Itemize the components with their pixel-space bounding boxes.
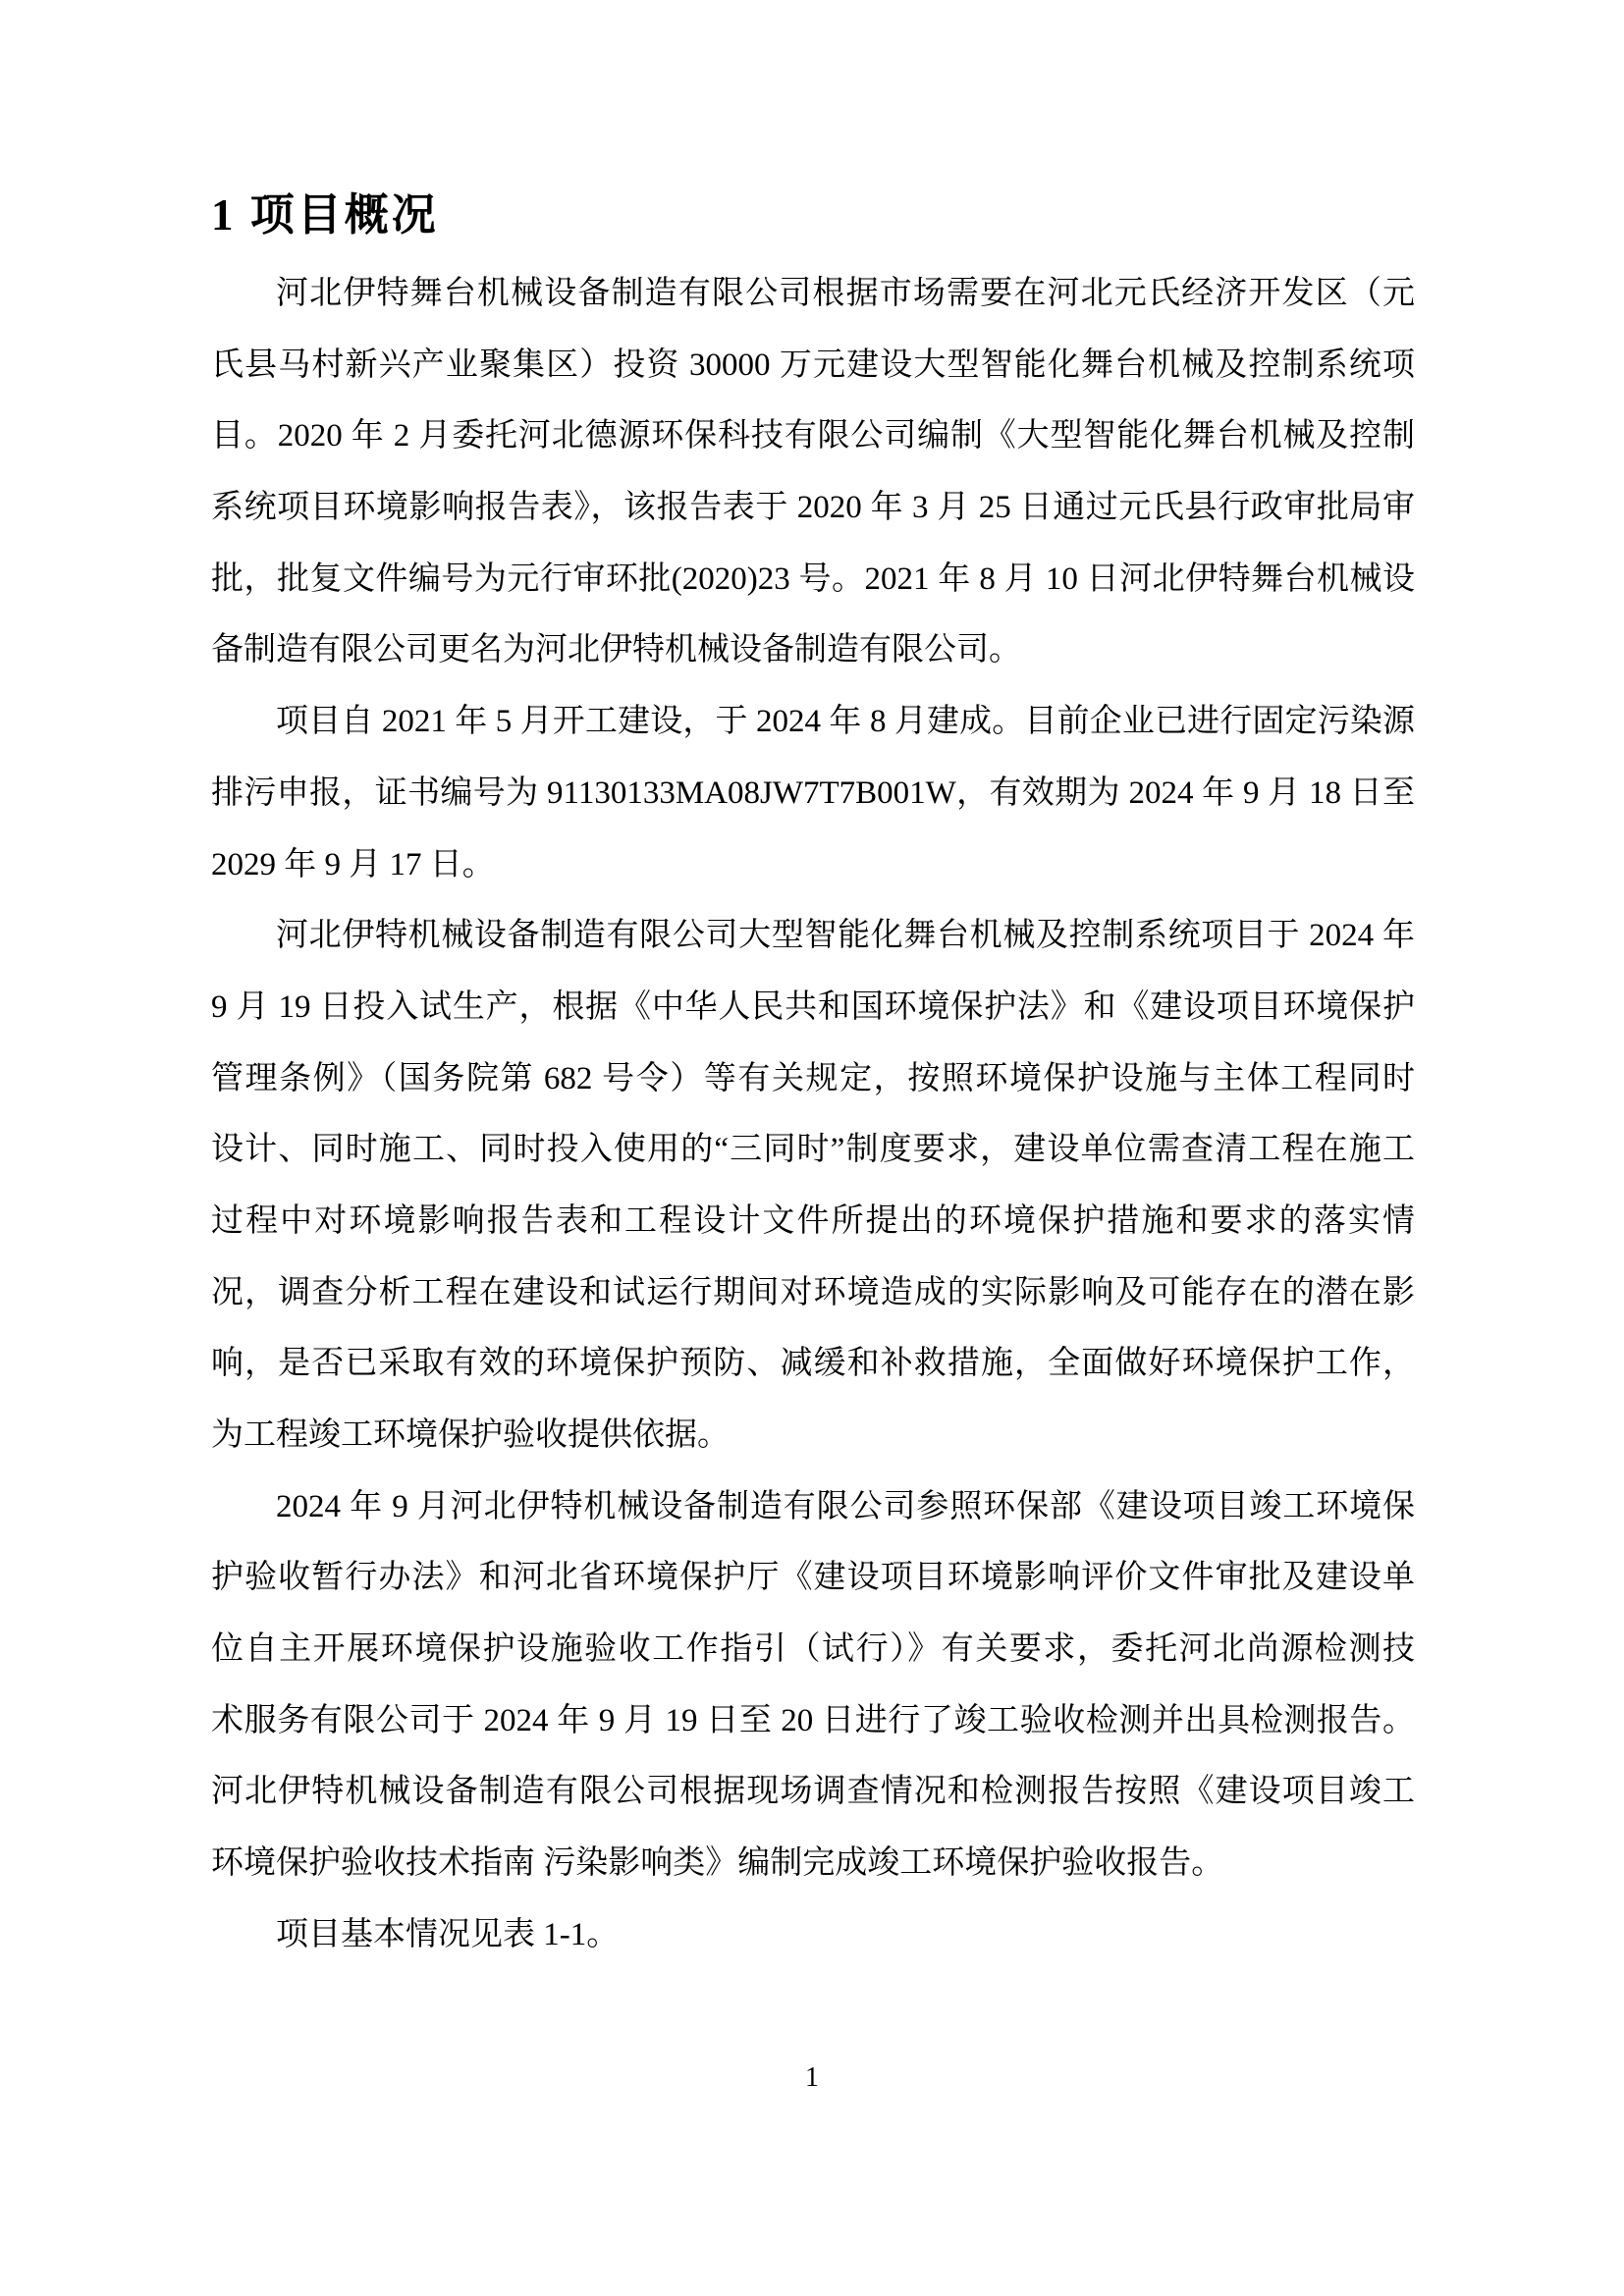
text-line: 过程中对环境影响报告表和工程设计文件所提出的环境保护措施和要求的落实情 — [211, 1202, 1415, 1239]
text-line: 河北伊特机械设备制造有限公司根据现场调查情况和检测报告按照《建设项目竣工 — [211, 1774, 1415, 1810]
paragraph — [211, 686, 1415, 900]
text-line: 况，调查分析工程在建设和试运行期间对环境造成的实际影响及可能存在的潜在影 — [211, 1274, 1415, 1310]
document-content — [211, 0, 1415, 1971]
text-line: 管理条例》（国务院第 682 号令）等有关规定，按照环境保护设施与主体工程同时 — [211, 1060, 1415, 1096]
text-line: 护验收暂行办法》和河北省环境保护厅《建设项目环境影响评价文件审批及建设单 — [211, 1560, 1415, 1596]
text-line: 备制造有限公司更名为河北伊特机械设备制造有限公司。 — [211, 632, 1021, 668]
text-line: 河北伊特舞台机械设备制造有限公司根据市场需要在河北元氏经济开发区（元 — [276, 276, 1415, 311]
text-line: 排污申报，证书编号为 91130133MA08JW7T7B001W，有效期为 2024 年 9 月 18 日至 — [211, 774, 1415, 811]
text-line: 项目基本情况见表 1-1。 — [276, 1916, 620, 1952]
text-line: 项目自 2021 年 5 月开工建设，于 2024 年 8 月建成。目前企业已进行固定污染源 — [276, 704, 1415, 740]
text-line: 目。2020 年 2 月委托河北德源环保科技有限公司编制《大型智能化舞台机械及控制 — [211, 418, 1415, 454]
paragraph — [211, 1899, 1415, 1971]
text-line: 环境保护验收技术指南 污染影响类》编制完成竣工环境保护验收报告。 — [211, 1845, 1224, 1882]
text-line: 2024 年 9 月河北伊特机械设备制造有限公司参照环保部《建设项目竣工环境保 — [276, 1488, 1415, 1524]
text-line: 响，是否已采取有效的环境保护预防、减缓和补救措施，全面做好环境保护工作， — [211, 1346, 1415, 1382]
text-line: 术服务有限公司于 2024 年 9 月 19 日至 20 日进行了竣工验收检测并出具检测报告。 — [211, 1702, 1415, 1738]
text-line: 为工程竣工环境保护验收提供依据。 — [211, 1417, 730, 1453]
paragraph — [211, 1471, 1415, 1899]
page-footer — [0, 2061, 1624, 2095]
text-line: 批，批复文件编号为元行审环批(2020)23 号。2021 年 8 月 10 日河北伊特舞台机械设 — [211, 561, 1415, 597]
text-line: 9 月 19 日投入试生产，根据《中华人民共和国环境保护法》和《建设项目环境保护 — [211, 988, 1415, 1025]
text-line: 2029 年 9 月 17 日。 — [211, 846, 495, 882]
text-line: 系统项目环境影响报告表》，该报告表于 2020 年 3 月 25 日通过元氏县行政审批局审 — [211, 490, 1415, 526]
text-line: 河北伊特机械设备制造有限公司大型智能化舞台机械及控制系统项目于 2024 年 — [276, 918, 1415, 954]
paragraph — [211, 900, 1415, 1471]
text-line: 位自主开展环境保护设施验收工作指引（试行）》有关要求，委托河北尚源检测技 — [211, 1631, 1415, 1668]
document-body — [211, 258, 1415, 1971]
page-number: 1 — [805, 2062, 819, 2093]
section-heading: 1 项目概况 — [211, 190, 439, 240]
paragraph — [211, 258, 1415, 686]
text-line: 设计、同时施工、同时投入使用的“三同时”制度要求，建设单位需查清工程在施工 — [211, 1132, 1415, 1168]
text-line: 氏县马村新兴产业聚集区）投资 30000 万元建设大型智能化舞台机械及控制系统项 — [211, 347, 1415, 383]
